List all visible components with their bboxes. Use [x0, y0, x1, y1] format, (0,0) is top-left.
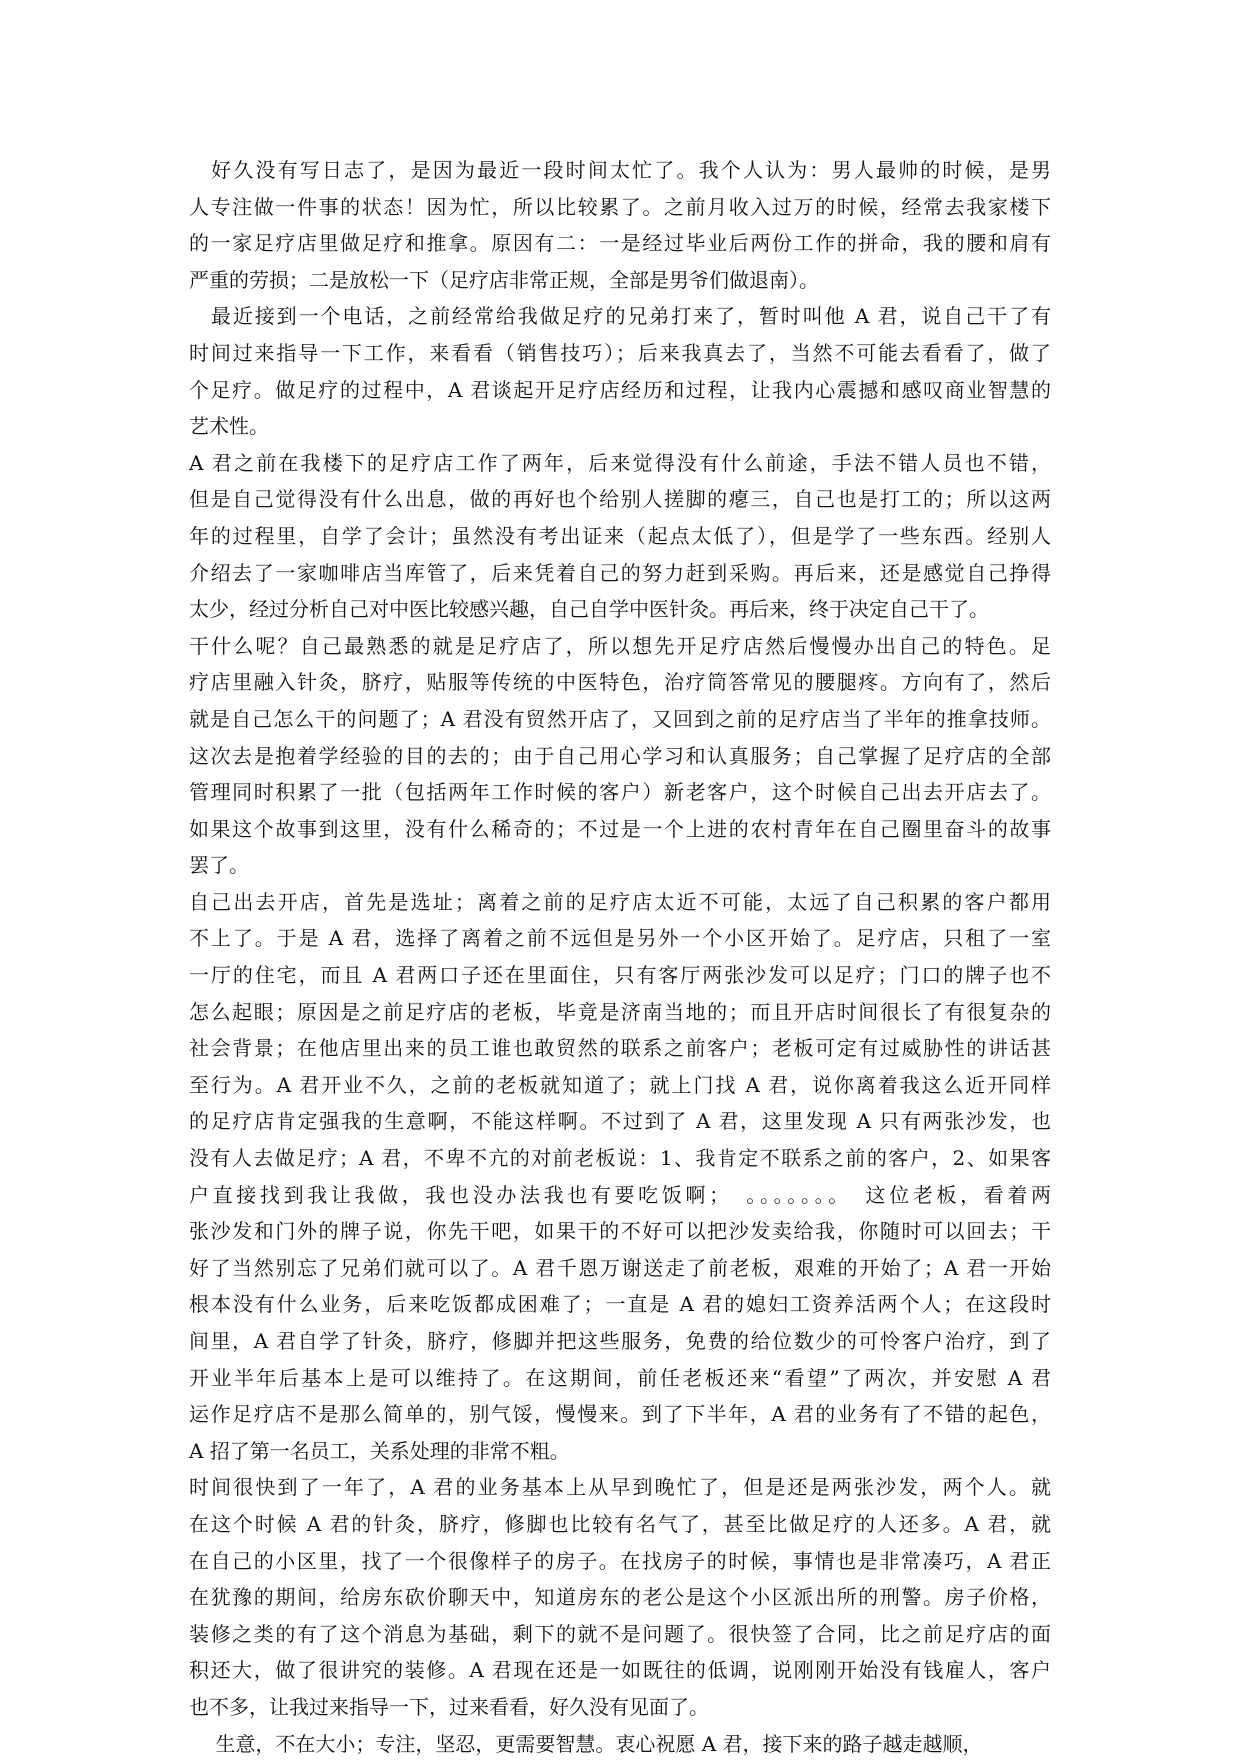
text-line: 就是自己怎么干的问题了；A 君没有贸然开店了，又回到之前的足疗店当了半年的推拿技师。: [189, 706, 1051, 731]
text-line: 在这个时候 A 君的针灸，脐疗，修脚也比较有名气了，甚至比做足疗的人还多。A 君，就: [189, 1511, 1051, 1536]
text-line: 干什么呢？自己最熟悉的就是足疗店了，所以想先开足疗店然后慢慢办出自己的特色。足: [189, 633, 1051, 658]
text-line: 在犹豫的期间，给房东砍价聊天中，知道房东的老公是这个小区派出所的刑警。房子价格，: [189, 1585, 1051, 1610]
text-line: 间里，A 君自学了针灸，脐疗，修脚并把这些服务，免费的给位数少的可怜客户治疗，到了: [189, 1329, 1051, 1353]
text-line: 好了当然别忘了兄弟们就可以了。A 君千恩万谢送走了前老板，艰难的开始了；A 君一开始: [189, 1255, 1051, 1280]
paragraph-7: [189, 1726, 1051, 1762]
text-line: 年的过程里，自学了会计；虽然没有考出证来（起点太低了），但是学了一些东西。经别人: [189, 523, 1051, 548]
paragraph-1: [189, 152, 1051, 298]
text-line: 一厅的住宅，而且 A 君两口子还在里面住，只有客厅两张沙发可以足疗；门口的牌子也不: [189, 963, 1051, 988]
text-line: 装修之类的有了这个消息为基础，剩下的就不是问题了。很快签了合同，比之前足疗店的面: [189, 1621, 1051, 1646]
text-line: 没有人去做足疗；A 君，不卑不亢的对前老板说：1、我肯定不联系之前的客户，2、如果客: [189, 1146, 1051, 1171]
text-line: 这次去是抱着学经验的目的去的；由于自己用心学习和认真服务；自己掌握了足疗店的全部: [189, 743, 1051, 768]
text-line: 怎么起眼；原因是之前足疗店的老板，毕竟是济南当地的；而且开店时间很长了有很复杂的: [189, 999, 1051, 1024]
text-line: 严重的劳损；二是放松一下（足疗店非常正规，全部是男爷们做退南）。: [189, 267, 819, 292]
text-line: 社会背景；在他店里出来的员工谁也敢贸然的联系之前客户；老板可定有过威胁性的讲话甚: [189, 1036, 1051, 1061]
text-line: 不上了。于是 A 君，选择了离着之前不远但是另外一个小区开始了。足疗店，只租了一室: [189, 926, 1051, 951]
text-line: 也不多，让我过来指导一下，过来看看，好久没有见面了。: [189, 1694, 709, 1719]
text-line: 的一家足疗店里做足疗和推拿。原因有二：一是经过毕业后两份工作的拼命，我的腰和肩有: [189, 231, 1051, 256]
text-line: 太少，经过分析自己对中医比较感兴趣，自己自学中医针灸。再后来，终于决定自己干了。: [189, 597, 989, 622]
text-line: 但是自己觉得没有什么出息，做的再好也个给别人搓脚的瘪三，自己也是打工的；所以这两: [189, 487, 1051, 512]
text-line: 张沙发和门外的牌子说，你先干吧，如果干的不好可以把沙发卖给我，你随时可以回去；干: [189, 1219, 1051, 1244]
text-line: 罢了。: [189, 853, 249, 878]
text-line: 户直接找到我让我做，我也没办法我也有要吃饭啊； 。。。。。。。 这位老板，看着两: [189, 1182, 1051, 1207]
text-line: 疗店里融入针灸，脐疗，贴服等传统的中医特色，治疗筒答常见的腰腿疼。方向有了，然后: [189, 670, 1051, 695]
paragraph-4: [189, 628, 1051, 884]
text-line: 个足疗。做足疗的过程中，A 君谈起开足疗店经历和过程，让我内心震撼和感叹商业智慧的: [189, 377, 1051, 402]
text-line: 积还大，做了很讲究的装修。A 君现在还是一如既往的低调，说刚刚开始没有钱雇人，客户: [189, 1658, 1051, 1683]
paragraph-6: [189, 1469, 1051, 1725]
text-line: 自己出去开店，首先是选址；离着之前的足疗店太近不可能，太远了自己积累的客户都用: [189, 889, 1051, 914]
text-line: A 君之前在我楼下的足疗店工作了两年，后来觉得没有什么前途，手法不错人员也不错，: [189, 450, 1051, 475]
text-line: 好久没有写日志了，是因为最近一段时间太忙了。我个人认为：男人最帅的时候，是男: [189, 158, 1051, 182]
text-line: 在自己的小区里，找了一个很像样子的房子。在找房子的时候，事情也是非常凑巧，A 君正: [189, 1548, 1051, 1573]
text-line: 艺术性。: [189, 414, 269, 439]
text-line: 运作足疗店不是那么简单的，别气馁，慢慢来。到了下半年，A 君的业务有了不错的起色，: [189, 1402, 1051, 1427]
text-line: 生意，不在大小；专注，坚忍，更需要智慧。衷心祝愿 A 君，接下来的路子越走越顺，: [189, 1731, 983, 1756]
text-line: A 招了第一名员工，关系处理的非常不粗。: [189, 1438, 570, 1463]
text-line: 时间过来指导一下工作，来看看（销售技巧）；后来我真去了，当然不可能去看看了，做了: [189, 340, 1051, 365]
paragraph-5: [189, 884, 1051, 1470]
text-line: 根本没有什么业务，后来吃饭都成困难了；一直是 A 君的媳妇工资养活两个人；在这段时: [189, 1292, 1051, 1317]
text-line: 的足疗店肯定强我的生意啊，不能这样啊。不过到了 A 君，这里发现 A 只有两张沙发，也: [189, 1109, 1051, 1134]
text-line: 开业半年后基本上是可以维持了。在这期间，前任老板还来“看望”了两次，并安慰 A 君: [189, 1365, 1051, 1390]
text-line: 人专注做一件事的状态！因为忙，所以比较累了。之前月收入过万的时候，经常去我家楼下: [189, 194, 1051, 219]
paragraph-2: [189, 298, 1051, 444]
text-line: 至行为。A 君开业不久，之前的老板就知道了；就上门找 A 君，说你离着我这么近开同样: [189, 1072, 1051, 1097]
text-line: 如果这个故事到这里，没有什么稀奇的；不过是一个上进的农村青年在自己圈里奋斗的故事: [189, 816, 1051, 841]
text-line: 管理同时积累了一批（包括两年工作时候的客户）新老客户，这个时候自己出去开店去了。: [189, 780, 1051, 805]
text-line: 最近接到一个电话，之前经常给我做足疗的兄弟打来了，暂时叫他 A 君，说自己干了有: [189, 304, 1051, 329]
text-line: 介绍去了一家咖啡店当库管了，后来凭着自己的努力赶到采购。再后来，还是感觉自己挣得: [189, 560, 1051, 585]
text-line: 时间很快到了一年了，A 君的业务基本上从早到晚忙了，但是还是两张沙发，两个人。就: [189, 1475, 1051, 1500]
body-text: [189, 152, 1051, 1762]
paragraph-3: [189, 445, 1051, 628]
